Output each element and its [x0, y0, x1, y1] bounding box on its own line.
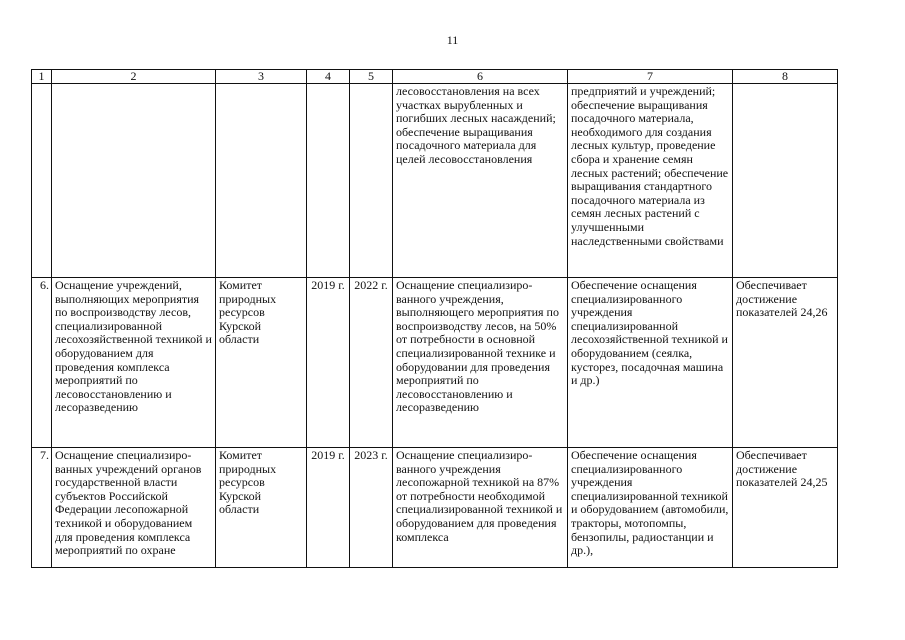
column-number: 2	[52, 70, 216, 84]
end-year: 2022 г.	[350, 278, 393, 448]
table-row-7	[32, 448, 838, 568]
column-number: 6	[393, 70, 568, 84]
indicator-link: Обеспечивает достижение показателей 24,26	[733, 278, 838, 448]
end-year: 2023 г.	[350, 448, 393, 568]
column-number: 1	[32, 70, 52, 84]
indicator-link	[733, 84, 838, 278]
executor: Комитет природных ресурсов Курской области	[216, 278, 307, 448]
indicator-link: Обеспечивает достижение показателей 24,25	[733, 448, 838, 568]
main-content: Обеспечение оснащения специализированного учреждения специализированной лесохозяйственной техникой и оборудованием (сеялка, кусторез, посадочная машина и др.)	[568, 278, 733, 448]
start-year: 2019 г.	[307, 278, 350, 448]
expected-result: лесовосстановления на всех участках вырубленных и погибших лесных насаждений; обеспечение выращивания посадочного материала для целей лесовосстановления	[393, 84, 568, 278]
executor	[216, 84, 307, 278]
row-number: 6.	[32, 278, 52, 448]
start-year	[307, 84, 350, 278]
row-number	[32, 84, 52, 278]
measures-table	[31, 69, 838, 568]
column-number: 8	[733, 70, 838, 84]
expected-result: Оснащение специализиро-ванного учреждения, выполняющего мероприятия по воспроизводству лесов, на 50% от потребности в основной специализированной технике и оборудовании для проведения мероприятий по лесовосстановлению и лесоразведению	[393, 278, 568, 448]
end-year	[350, 84, 393, 278]
measure-name: Оснащение учреждений, выполняющих мероприятия по воспроизводству лесов, специализированной лесохозяйственной техникой и оборудованием для проведения комплекса мероприятий по лесовосстановлению и лесоразведению	[52, 278, 216, 448]
column-number: 5	[350, 70, 393, 84]
row-number: 7.	[32, 448, 52, 568]
main-content: предприятий и учреждений; обеспечение выращивания посадочного материала, необходимого для создания лесных культур, проведение сбора и хранение семян лесных растений; обеспечение выращивания стандартного посадочного материала из семян лесных растений с улучшенными наследственными свойствами	[568, 84, 733, 278]
column-number-row	[32, 70, 838, 84]
column-number: 4	[307, 70, 350, 84]
page-number: 11	[446, 33, 459, 47]
executor: Комитет природных ресурсов Курской области	[216, 448, 307, 568]
expected-result: Оснащение специализиро-ванного учреждения лесопожарной техникой на 87% от потребности необходимой специализированной техникой и оборудованием для проведения комплекса	[393, 448, 568, 568]
measure-name	[52, 84, 216, 278]
table-row-6	[32, 278, 838, 448]
measure-name: Оснащение специализиро-ванных учреждений органов государственной власти субъектов Российской Федерации лесопожарной техникой и оборудованием для проведения комплекса мероприятий по охране	[52, 448, 216, 568]
start-year: 2019 г.	[307, 448, 350, 568]
table-row-continuation	[32, 84, 838, 278]
column-number: 3	[216, 70, 307, 84]
main-content: Обеспечение оснащения специализированного учреждения специализированной техникой и оборудованием (автомобили, тракторы, мотопомпы, бензопилы, радиостанции и др.),	[568, 448, 733, 568]
column-number: 7	[568, 70, 733, 84]
